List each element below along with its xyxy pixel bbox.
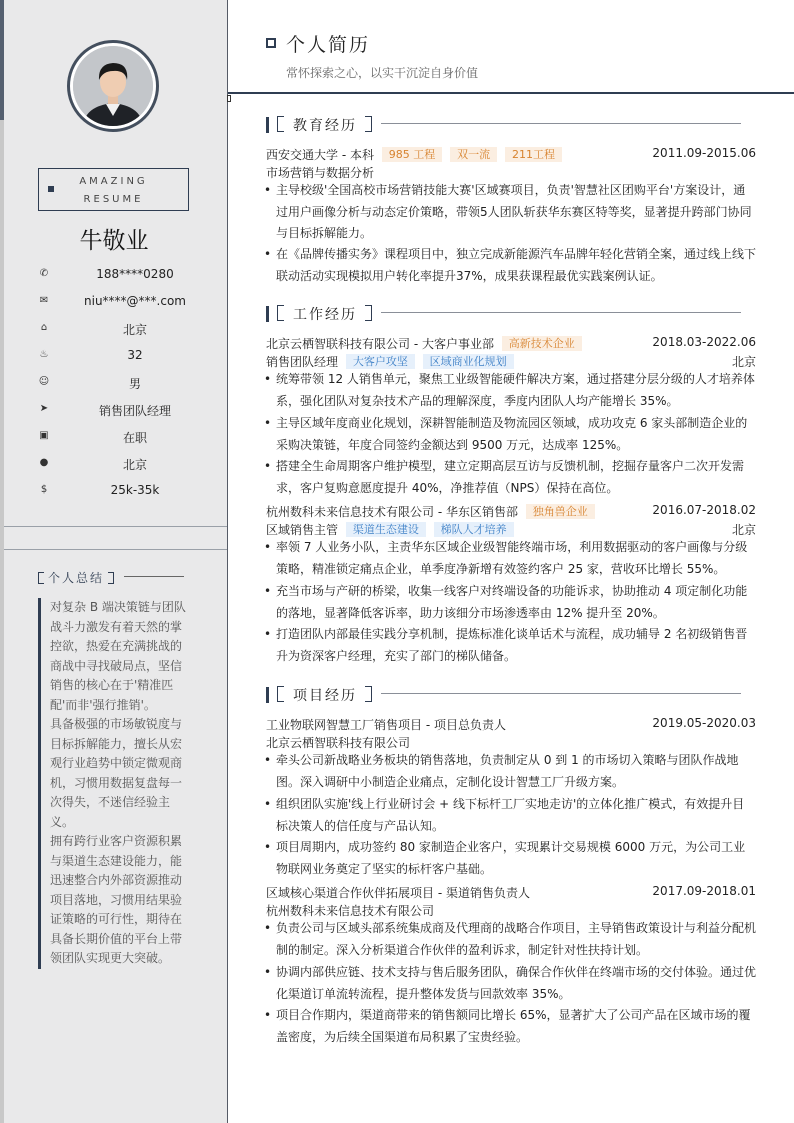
bracket-right-icon bbox=[365, 305, 372, 321]
summary-paragraph: 对复杂 B 端决策链与团队战斗力激发有着天然的掌控欲，热爱在充满挑战的商战中寻找破局点，坚信销售的核心在于'精准匹配'而非'强行推销'。 bbox=[50, 600, 186, 712]
school-name: 西安交通大学 - 本科 bbox=[266, 148, 374, 162]
project-bullet: • 牵头公司新战略业务板块的销售落地，负责制定从 0 到 1 的市场切入策略与团队作战地图。深入调研中小制造企业痛点，定制化设计智慧工厂升级方案。 bbox=[266, 750, 756, 793]
section-title-projects bbox=[266, 686, 756, 706]
project-bullet: • 项目合作期内，渠道商带来的销售额同比增长 65%，显著扩大了公司产品在区域市场的覆盖密度，为后续全国渠道布局积累了宝贵经验。 bbox=[266, 1005, 756, 1048]
info-status bbox=[38, 429, 218, 445]
job-header-row bbox=[266, 335, 756, 352]
info-email bbox=[38, 294, 218, 310]
section-title-education bbox=[266, 116, 756, 136]
role-tag: 大客户攻坚 bbox=[346, 354, 415, 369]
bracket-left-icon bbox=[38, 572, 44, 584]
send-icon: ➤ bbox=[39, 403, 49, 414]
square-bullet-icon bbox=[48, 186, 54, 192]
section-rule bbox=[381, 312, 741, 313]
bracket-left-icon bbox=[277, 305, 284, 321]
phone-icon: ✆ bbox=[39, 268, 49, 279]
company-name: 北京云栖智联科技有限公司 - 大客户事业部 bbox=[266, 337, 494, 351]
summary-title bbox=[38, 569, 114, 586]
summary-paragraph: 拥有跨行业客户资源积累与渠道生态建设能力，能迅速整合内外部资源推动项目落地，习惯用结果验证策略的可行性，期待在具备长期价值的平台上带领团队实现更大突破。 bbox=[50, 834, 183, 965]
bracket-right-icon bbox=[108, 572, 114, 584]
project-date: 2017.09-2018.01 bbox=[652, 884, 756, 898]
company-name: 杭州数科未来信息技术有限公司 - 华东区销售部 bbox=[266, 505, 518, 519]
money-icon: $ bbox=[40, 484, 48, 495]
section-rule bbox=[381, 123, 741, 124]
project-date: 2019.05-2020.03 bbox=[652, 716, 756, 730]
job-city: 北京 bbox=[731, 523, 756, 537]
section-bar bbox=[266, 687, 269, 703]
job-bullet: • 搭建全生命周期客户维护模型，建立定期高层互访与反馈机制，挖掘存量客户二次开发需求，客户复购意愿度提升 40%，净推荐值（NPS）保持在高位。 bbox=[266, 456, 756, 499]
project-bullet: • 负责公司与区域头部系统集成商及代理商的战略合作项目，主导销售政策设计与利益分配机制的制定。深入分析渠道合作伙伴的盈利诉求，制定针对性扶持计划。 bbox=[266, 918, 756, 961]
amazing-resume-badge bbox=[38, 168, 189, 211]
project-org: 北京云栖智联科技有限公司 bbox=[266, 736, 411, 750]
sidebar bbox=[0, 0, 228, 1123]
summary-paragraph: 具备极强的市场敏锐度与目标拆解能力，擅长从宏观行业趋势中锁定微观商机，习惯用数据复盘每一次得失，不迷信经验主义。 bbox=[50, 717, 183, 829]
education-date: 2011.09-2015.06 bbox=[652, 146, 756, 160]
info-location-text: 北京 bbox=[122, 458, 147, 472]
info-location bbox=[38, 456, 218, 472]
badge-line1: AMAZING bbox=[79, 176, 148, 187]
header-marker bbox=[227, 95, 231, 102]
briefcase-icon: ▣ bbox=[39, 430, 49, 441]
bracket-left-icon bbox=[277, 686, 284, 702]
project-bullet: • 协调内部供应链、技术支持与售后服务团队，确保合作伙伴在终端市场的交付体验。通过优化渠道订单流转流程，提升整体发货与回款效率 35%。 bbox=[266, 962, 756, 1005]
role-tag: 梯队人才培养 bbox=[434, 522, 514, 537]
badge-line2: RESUME bbox=[83, 194, 144, 205]
motto: 常怀探索之心，以实干沉淀自身价值 bbox=[286, 66, 479, 80]
bracket-left-icon bbox=[277, 116, 284, 132]
job-bullet: • 统筹带领 12 人销售单元，聚焦工业级智能硬件解决方案，通过搭建分层分级的人才培养体系，强化团队对复杂技术产品的理解深度，季度内团队人均产能增长 35%。 bbox=[266, 369, 756, 412]
info-hometown-text: 北京 bbox=[122, 323, 147, 337]
company-tag: 高新技术企业 bbox=[502, 336, 582, 351]
section-title-text: 工作经历 bbox=[293, 307, 357, 323]
avatar bbox=[67, 40, 159, 132]
info-position-text: 销售团队经理 bbox=[98, 404, 171, 418]
info-hometown bbox=[38, 321, 218, 337]
square-outline-icon bbox=[266, 38, 276, 48]
project-header-row bbox=[266, 884, 756, 901]
education-bullet: • 在《品牌传播实务》课程项目中，独立完成新能源汽车品牌年轻化营销全案，通过线上线下联动活动实现模拟用户转化率提升37%，成果获课程最优实践案例认证。 bbox=[266, 244, 756, 287]
sidebar-divider bbox=[4, 549, 227, 550]
section-title-text: 教育经历 bbox=[293, 118, 357, 134]
job-role-row bbox=[266, 521, 756, 538]
education-tag: 双一流 bbox=[450, 147, 497, 162]
cake-icon: ♨ bbox=[39, 349, 49, 360]
role-tag: 渠道生态建设 bbox=[346, 522, 426, 537]
info-salary-text: 25k-35k bbox=[110, 483, 160, 497]
job-role: 区域销售主管 bbox=[266, 523, 339, 537]
section-title-work bbox=[266, 305, 756, 325]
section-bar bbox=[266, 306, 269, 322]
sidebar-edge-accent bbox=[0, 0, 4, 120]
sidebar-edge bbox=[0, 0, 4, 1123]
job-date: 2016.07-2018.02 bbox=[652, 503, 756, 517]
education-header-row bbox=[266, 146, 756, 163]
section-rule bbox=[381, 693, 741, 694]
person-portrait-icon bbox=[73, 46, 153, 126]
candidate-name: 牛敬业 bbox=[79, 228, 149, 254]
role-tag: 区域商业化规划 bbox=[423, 354, 514, 369]
job-bullet: • 打造团队内部最佳实践分享机制，提炼标准化谈单话术与流程，成功辅导 2 名初级销售晋升为资深客户经理，充实了部门的梯队储备。 bbox=[266, 624, 756, 667]
home-icon: ⌂ bbox=[40, 322, 48, 333]
education-major: 市场营销与数据分析 bbox=[266, 166, 375, 180]
project-bullet: • 组织团队实施'线上行业研讨会 + 线下标杆工厂实地走访'的立体化推广模式，有效提升目标决策人的信任度与产品认知。 bbox=[266, 794, 756, 837]
education-tag: 985 工程 bbox=[382, 147, 443, 162]
company-tag: 独角兽企业 bbox=[526, 504, 595, 519]
section-title-text: 项目经历 bbox=[293, 688, 357, 704]
info-email-text: niu****@***.com bbox=[84, 294, 186, 308]
info-age bbox=[38, 348, 218, 364]
location-icon: ● bbox=[39, 457, 49, 468]
job-role: 销售团队经理 bbox=[266, 355, 339, 369]
project-bullet: • 项目周期内，成功签约 80 家制造企业客户，实现累计交易规模 6000 万元，为公司工业物联网业务奠定了坚实的标杆客户基础。 bbox=[266, 837, 756, 880]
project-header-row bbox=[266, 716, 756, 733]
page-title: 个人简历 bbox=[286, 34, 371, 56]
job-bullet: • 率领 7 人业务小队，主责华东区域企业级智能终端市场，利用数据驱动的客户画像与分级策略，精准锁定痛点企业，单季度净新增有效签约客户 25 家，营收环比增长 55%。 bbox=[266, 537, 756, 580]
info-position bbox=[38, 402, 218, 418]
bracket-right-icon bbox=[365, 686, 372, 702]
info-salary bbox=[38, 483, 218, 499]
info-phone bbox=[38, 267, 218, 283]
face-icon: ☺ bbox=[38, 376, 50, 387]
avatar-photo bbox=[73, 46, 153, 126]
bracket-right-icon bbox=[365, 116, 372, 132]
project-org: 杭州数科未来信息技术有限公司 bbox=[266, 904, 435, 918]
job-date: 2018.03-2022.06 bbox=[652, 335, 756, 349]
section-bar bbox=[266, 117, 269, 133]
info-age-text: 32 bbox=[127, 348, 143, 362]
project-name: 区域核心渠道合作伙伴拓展项目 - 渠道销售负责人 bbox=[266, 886, 530, 900]
mail-icon: ✉ bbox=[39, 295, 49, 306]
info-gender bbox=[38, 375, 218, 391]
education-bullet: • 主导校级'全国高校市场营销技能大赛'区域赛项目，负责'智慧社区团购平台'方案设计，通过用户画像分析与动态定价策略，带领5人团队斩获华东赛区特等奖，显著提升跨部门协同与目标拆解能力。 bbox=[266, 180, 756, 245]
project-name: 工业物联网智慧工厂销售项目 - 项目总负责人 bbox=[266, 718, 506, 732]
info-phone-text: 188****0280 bbox=[96, 267, 174, 281]
title-rule bbox=[124, 576, 184, 577]
job-bullet: • 充当市场与产研的桥梁，收集一线客户对终端设备的功能诉求，协助推动 4 项定制化功能的落地，显著降低客诉率，助力该细分市场渗透率由 12% 提升至 20%。 bbox=[266, 581, 756, 624]
job-city: 北京 bbox=[731, 355, 756, 369]
summary-text bbox=[38, 598, 188, 969]
job-role-row bbox=[266, 353, 756, 370]
job-bullet: • 主导区域年度商业化规划，深耕智能制造及物流园区领域，成功攻克 6 家头部制造企业的采购决策链，年度合同签约金额达到 9500 万元，达成率 125%。 bbox=[266, 413, 756, 456]
info-status-text: 在职 bbox=[122, 431, 147, 445]
resume-header bbox=[228, 0, 794, 94]
summary-title-text: 个人总结 bbox=[48, 571, 105, 585]
info-gender-text: 男 bbox=[128, 377, 141, 391]
job-header-row bbox=[266, 503, 756, 520]
education-tag: 211工程 bbox=[505, 147, 562, 162]
sidebar-divider bbox=[4, 526, 227, 527]
